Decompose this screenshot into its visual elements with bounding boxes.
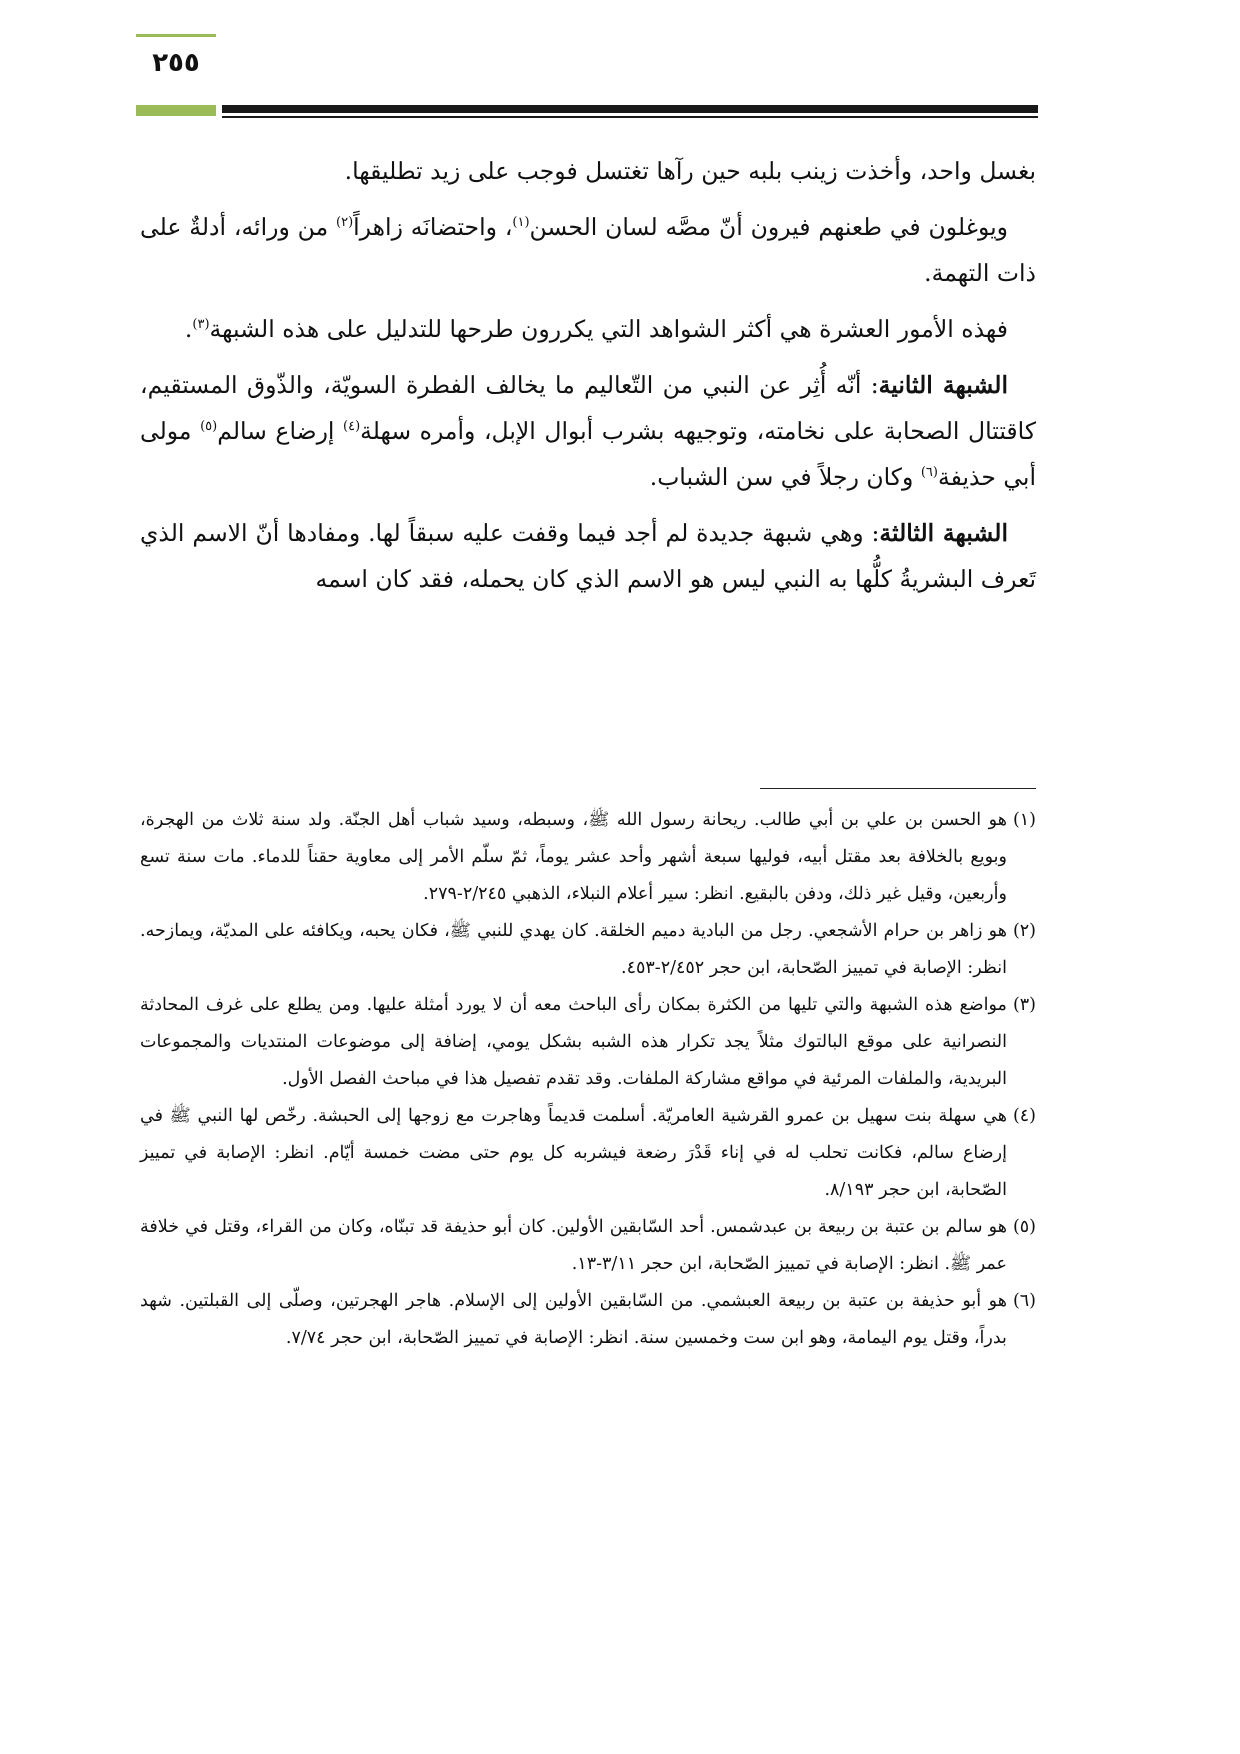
footnote-number: (٤) [1012,1106,1036,1126]
footnote-text: مواضع هذه الشبهة والتي تليها من الكثرة بمكان رأى الباحث معه أن لا يورد أمثلة عليها. ومن يطلع على غرف المحادثة النصرانية على موقع البالتوك مثلاً يجد تكرار هذه الشبه بشكل يومي، إضافة إلى موضوعات المنتديات والمجموعات البريدية، والملفات المرئية في مواقع مشاركة الملفات. وقد تقدم تفصيل هذا في مباحث الفصل الأول. [140,995,1007,1089]
footnote-3 [140,987,1036,1098]
footnote-number: (٦) [1012,1291,1036,1311]
footnote-text: هو أبو حذيفة بن عتبة بن ربيعة العبشمي. من السّابقين الأولين إلى الإسلام. هاجر الهجرتين، وصلّى إلى القبلتين. شهد بدراً، وقتل يوم اليمامة، وهو ابن ست وخمسين سنة. انظر: الإصابة في تمييز الصّحابة، ابن حجر ٧/٧٤. [140,1291,1007,1348]
footnote-number: (١) [1012,810,1036,830]
footnote-number: (٥) [1012,1217,1036,1237]
footnote-ref-5: (٥) [200,419,218,435]
paragraph-1: بغسل واحد، وأخذت زينب بلبه حين رآها تغتسل فوجب على زيد تطليقها. [344,157,1036,185]
paragraph-2: ويوغلون في طعنهم فيرون أنّ مصَّه لسان الحسن$^{(١)}$، واحتضانَه زاهراً$^{(٢)}$ من ورائه، أدلةٌ على ذات التهمة. [140,213,1036,287]
header-green-bar-top [136,34,216,37]
footnote-ref-1: (١) [512,215,530,231]
main-text [140,148,1036,612]
section-heading-second-doubt: الشبهة الثانية [878,371,1008,399]
footnote-6 [140,1283,1036,1357]
footnote-text: هو الحسن بن علي بن أبي طالب. ريحانة رسول الله ﷺ، وسبطه، وسيد شباب أهل الجنّة. ولد سنة ثلاث من الهجرة، وبويع بالخلافة بعد مقتل أبيه، فوليها سبعة أشهر وأحد عشر يوماً، ثمّ سلّم الأمر إلى معاوية حقناً للدماء. مات سنة تسع وأربعين، وقيل غير ذلك، ودفن بالبقيع. انظر: سير أعلام النبلاء، الذهبي ٢/٢٤٥-٢٧٩. [140,810,1007,904]
page-number: ٢٥٥ [152,48,200,78]
footnote-ref-2: (٢) [336,215,354,231]
footnote-text: هو زاهر بن حرام الأشجعي. رجل من البادية دميم الخلقة. كان يهدي للنبي ﷺ، فكان يحبه، ويكافئه على المديّة، ويمازحه. انظر: الإصابة في تمييز الصّحابة، ابن حجر ٢/٤٥٢-٤٥٣. [140,921,1007,978]
footnote-number: (٢) [1012,921,1036,941]
footnotes [140,802,1036,1357]
footnote-number: (٣) [1012,995,1036,1015]
section-heading-third-doubt: الشبهة الثالثة [879,519,1008,547]
footnote-text: هي سهلة بنت سهيل بن عمرو القرشية العامريّة. أسلمت قديماً وهاجرت مع زوجها إلى الحبشة. رخّص لها النبي ﷺ في إرضاع سالم، فكانت تحلب له في إناء قَدْرَ رضعة فيشربه كل يوم حتى مضت خمسة أيّام. انظر: الإصابة في تمييز الصّحابة، ابن حجر ٨/١٩٣. [140,1106,1007,1200]
header-rule-thin [222,116,1038,118]
header-green-bar [136,105,216,116]
footnote-separator [760,788,1036,789]
footnote-text: هو سالم بن عتبة بن ربيعة بن عبدشمس. أحد السّابقين الأولين. كان أبو حذيفة قد تبنّاه، وكان من القراء، وقتل في خلافة عمر ﷺ. انظر: الإصابة في تمييز الصّحابة، ابن حجر ٣/١١-١٣. [140,1217,1007,1274]
footnote-5 [140,1209,1036,1283]
footnote-1 [140,802,1036,913]
footnote-ref-6: (٦) [920,465,938,481]
footnote-ref-4: (٤) [343,419,361,435]
paragraph-3: فهذه الأمور العشرة هي أكثر الشواهد التي يكررون طرحها للتدليل على هذه الشبهة$^{(٣)}$. [184,315,1008,343]
footnote-4 [140,1098,1036,1209]
paragraph-4: الشبهة الثانية: أنّه أُثِر عن النبي من التّعاليم ما يخالف الفطرة السويّة، والذّوق المستقيم، كاقتتال الصحابة على نخامته، وتوجيهه بشرب أبوال الإبل، وأمره سهلة$^{(٤)}$ إرضاع سالم$^{(٥)}$ مولى أبي حذيفة$^{(٦)}$ وكان رجلاً في سن الشباب. [140,371,1037,491]
paragraph-5: الشبهة الثالثة: وهي شبهة جديدة لم أجد فيما وقفت عليه سبقاً لها. ومفادها أنّ الاسم الذي تَعرف البشريةُ كلُّها به النبي ليس هو الاسم الذي كان يحمله، فقد كان اسمه [140,519,1036,593]
header-rule-thick [222,105,1038,113]
footnote-ref-3: (٣) [192,317,210,333]
footnote-2 [140,913,1036,987]
